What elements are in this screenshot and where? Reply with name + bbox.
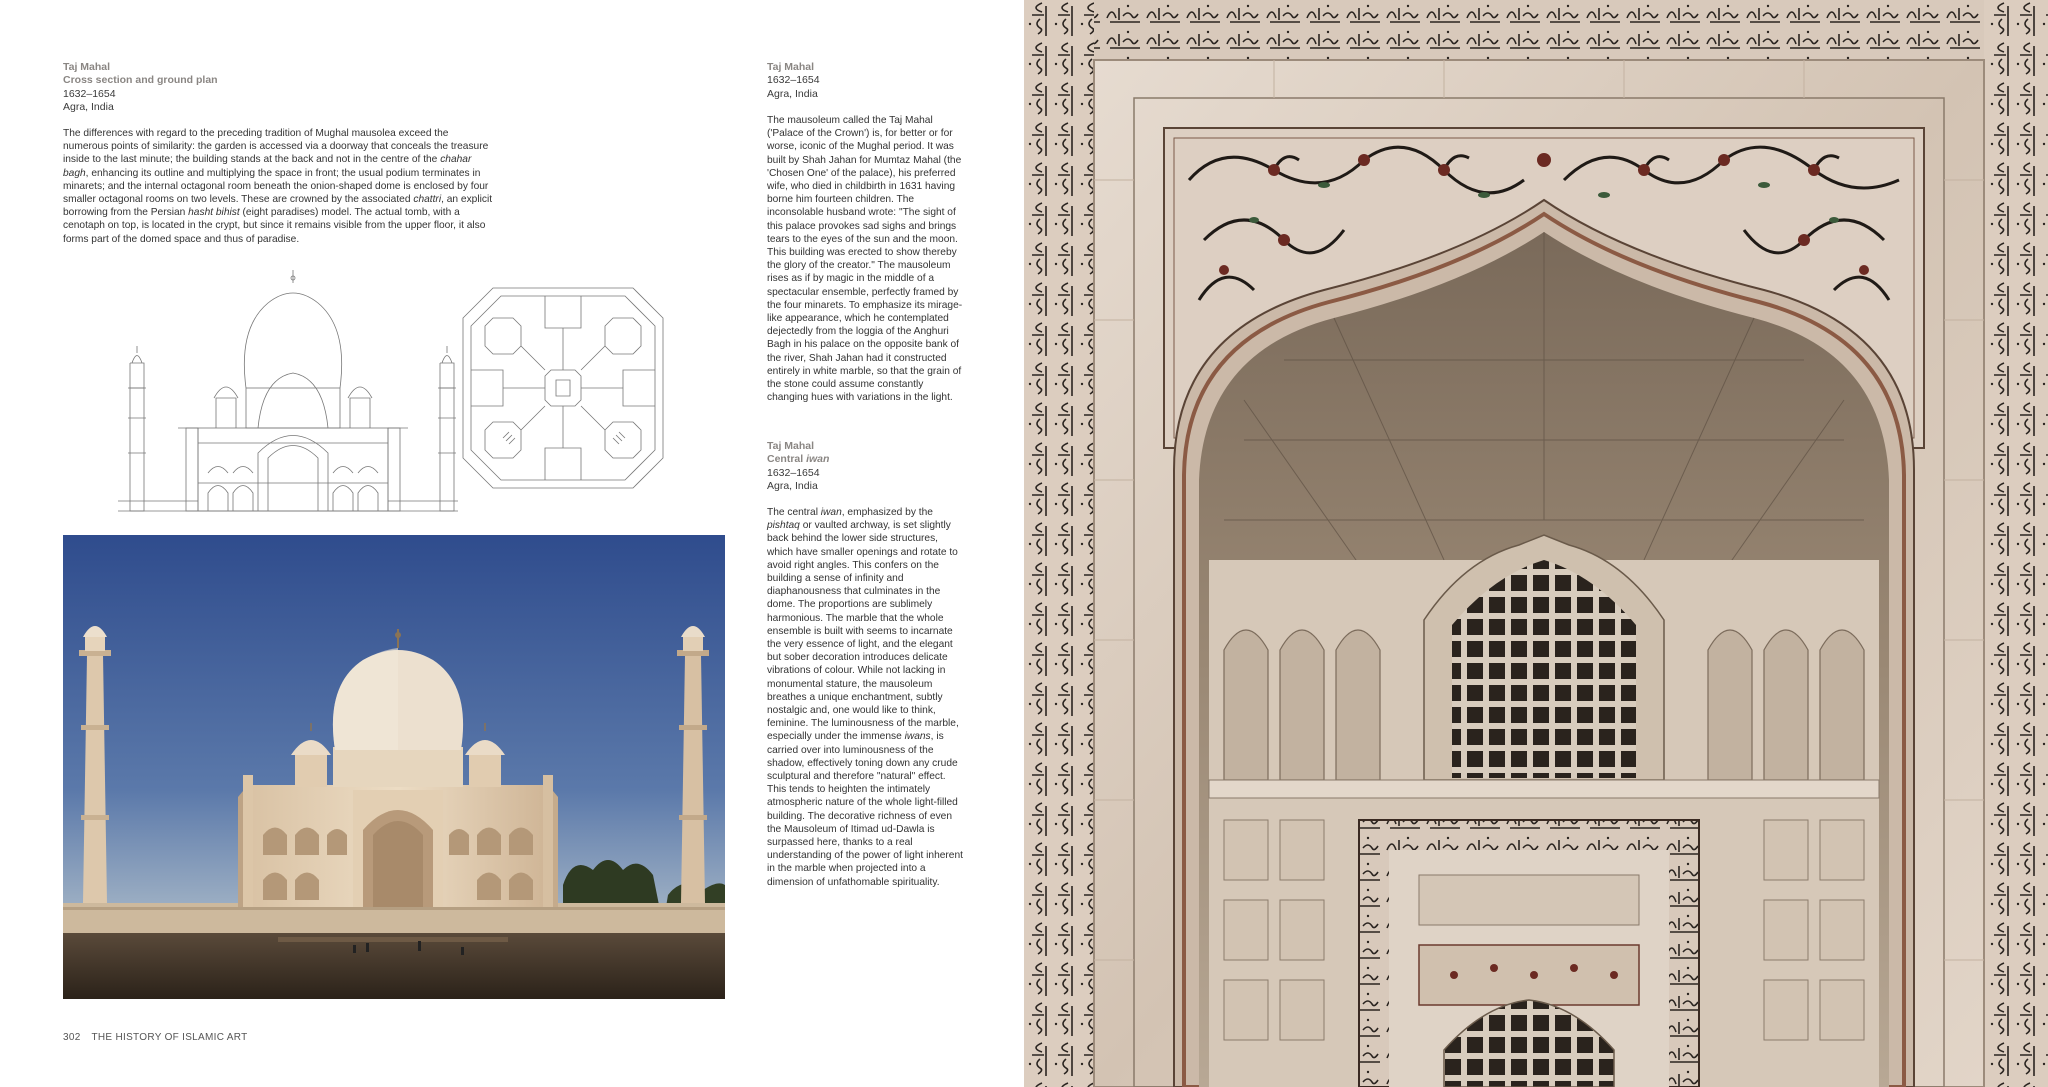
text-run: The central [767, 507, 821, 518]
caption-central-iwan [767, 440, 829, 494]
text-run-italic: hasht bihist [188, 207, 240, 219]
caption-dates: 1632–1654 [767, 466, 820, 479]
body-paragraph-left [63, 127, 493, 246]
taj-mahal-exterior-photo [63, 535, 725, 999]
text-run: or vaulted archway, is set slightly back behind the lower side structures, which have smaller openings and rotate to avoid right angles. This confers on the building a sense of infinity and diaphanousness that culminates in the dome. The proportions are sublimely harmonious. The marble that the whole ensemble is built with seems to incarnate the very essence of light, and the elegant but sober decoration introduces delicate vibrations of colour. While not lacking in monumental stature, the mausoleum breathes a unique enchantment, subtly nostalgic and, one would like to think, feminine. The luminousness of the marble, especially under the immense [767, 520, 959, 743]
caption-title: Taj Mahal [767, 61, 815, 73]
caption-title: Taj Mahal [63, 61, 111, 73]
caption-subtitle [767, 453, 829, 466]
text-run-italic: chahar bagh [63, 154, 472, 179]
page-number: 302 [63, 1032, 81, 1043]
caption-place: Agra, India [767, 480, 818, 493]
text-run-italic: iwans [904, 731, 931, 743]
caption-cross-section [63, 61, 218, 115]
cross-section-and-plan-drawing [118, 268, 678, 513]
right-page [1024, 0, 2048, 1087]
text-run-italic: iwan [820, 507, 842, 518]
text-run: , is carried over into luminousness of the shadow, effectively toning down any crude sculptural and therefore "natural" effect. This tends to heighten the intimately atmospheric nature of the whole light-filled building. The decorative richness of even the Mausoleum of Itimad ud-Dawla is surpassed here, thanks to a real understanding of the power of light inherent in the marble when projected into a dimension of unfathomable spirituality. [767, 731, 963, 888]
text-run: Central [767, 453, 807, 466]
caption-title: Taj Mahal [767, 440, 815, 452]
text-run-italic: chattri [413, 194, 442, 206]
body-paragraph-mausoleum: The mausoleum called the Taj Mahal ('Palace of the Crown') is, for better or for worse, iconic of the Mughal period. It was built by Shah Jahan for Mumtaz Mahal (the 'Chosen One' of the palace), his preferred wife, who died in childbirth in 1631 having borne him fourteen children. The inconsolable husband wrote: "The sight of this palace provokes sad sighs and brings tears to the eyes of the sun and the moon. This building was erected to show thereby the glory of the creator." The mausoleum rises as if by magic in the middle of a spectacular ensemble, perfectly framed by the four minarets. To emphasize its mirage-like appearance, which he contemplated dejectedly from the loggia of the Anghuri Bagh in his palace on the opposite bank of the river, Shah Jahan had it constructed entirely in white marble, so that the grain of the stone could assume constantly changing hues with variations in the light. [767, 115, 963, 404]
text-run-italic: pishtaq [767, 520, 800, 532]
text-run-italic: iwan [806, 453, 830, 466]
caption-dates: 1632–1654 [767, 74, 820, 87]
caption-place: Agra, India [767, 87, 818, 100]
text-run: (eight paradises) model. The actual tomb, with a cenotaph on top, is located in the crypt, but since it remains visible from the upper floor, it also forms part of the domed space and thus of paradise. [63, 207, 486, 245]
caption-subtitle: Cross section and ground plan [63, 74, 218, 87]
caption-place: Agra, India [63, 101, 114, 114]
caption-taj-mahal [767, 61, 820, 101]
central-iwan-photo [1024, 0, 2048, 1087]
text-run: , an explicit borrowing from the Persian [63, 194, 493, 219]
page-footer [63, 1032, 247, 1043]
text-run: , enhancing its outline and multiplying the space in front; the usual podium terminates in minarets; and the internal octagonal room beneath the onion-shaped dome is enclosed by four smaller octagonal rooms on two levels. These are crowned by the associated [63, 167, 489, 206]
caption-dates: 1632–1654 [63, 87, 116, 100]
text-run: The differences with regard to the preceding tradition of Mughal mausolea exceed the numerous points of similarity: the garden is accessed via a doorway that conceals the treasure inside to the last minute; the building stands at the back and not in the centre of the [63, 128, 489, 166]
body-paragraph-iwan [767, 506, 964, 889]
text-run: , emphasized by the [841, 507, 933, 518]
running-title: THE HISTORY OF ISLAMIC ART [91, 1032, 248, 1043]
